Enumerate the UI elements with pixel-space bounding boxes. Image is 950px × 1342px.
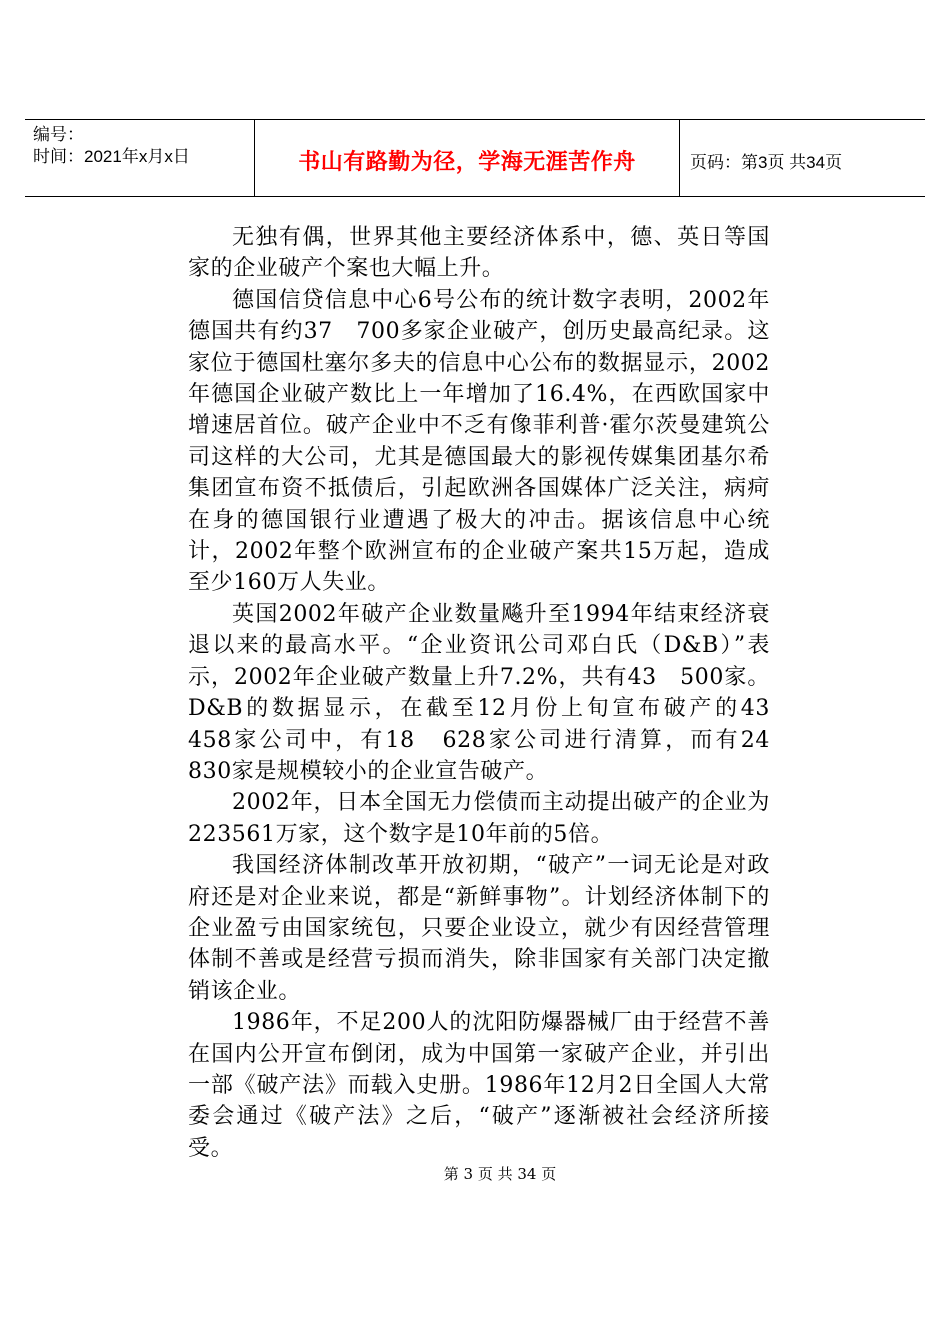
header-page-info: 页码：第3页 共34页 [690, 152, 843, 172]
document-number-label: 编号： [33, 125, 84, 144]
document-header [25, 119, 925, 197]
header-page-cell [680, 120, 925, 196]
body-paragraph-3: 英国2002年破产企业数量飚升至1994年结束经济衰退以来的最高水平。“企业资讯公司邓白氏（D&B）”表示，2002年企业破产数量上升7.2%，共有43 500家。D&B的数据显示，在截至12月份上旬宣布破产的43 458家公司中，有18 628家公司进行清算，而有24 830家是规模较小的企业宣告破产。 [188, 601, 793, 784]
motto-text: 书山有路勤为径，学海无涯苦作舟 [298, 149, 636, 175]
body-paragraph-5: 我国经济体制改革开放初期，“破产”一词无论是对政府还是对企业来说，都是“新鲜事物”。计划经济体制下的企业盈亏由国家统包，只要企业设立，就少有因经营管理体制不善或是经营亏损而消失，除非国家有关部门决定撤销该企业。 [188, 853, 770, 1004]
header-meta-cell [25, 120, 255, 196]
body-paragraph-4: 2002年，日本全国无力偿债而主动提出破产的企业为223561万家，这个数字是10年前的5倍。 [188, 790, 770, 847]
body-paragraph-2: 德国信贷信息中心6号公布的统计数字表明，2002年德国共有约37 700多家企业破产，创历史最高纪录。这家位于德国杜塞尔多夫的信息中心公布的数据显示，2002年德国企业破产数比上一年增加了16.4%，在西欧国家中增速居首位。破产企业中不乏有像菲利普·霍尔茨曼建筑公司这样的大公司，尤其是德国最大的影视传媒集团基尔希集团宣布资不抵债后，引起欧洲各国媒体广泛关注，病疴在身的德国银行业遭遇了极大的冲击。据该信息中心统计，2002年整个欧洲宣布的企业破产案共15万起，造成至少160万人失业。 [188, 287, 770, 596]
document-time-label: 时间：2021年x月x日 [33, 147, 190, 166]
body-paragraph-6: 1986年，不足200人的沈阳防爆器械厂由于经营不善在国内公开宣布倒闭，成为中国第一家破产企业，并引出一部《破产法》而载入史册。1986年12月2日全国人大常委会通过《破产法》之后，“破产”逐渐被社会经济所接受。 [188, 1010, 770, 1161]
header-motto-cell [255, 120, 680, 196]
body-paragraph-1: 无独有偶，世界其他主要经济体系中，德、英日等国家的企业破产个案也大幅上升。 [188, 225, 770, 282]
document-body [188, 222, 793, 1164]
page-footer: 第 3 页 共 34 页 [443, 1165, 557, 1183]
